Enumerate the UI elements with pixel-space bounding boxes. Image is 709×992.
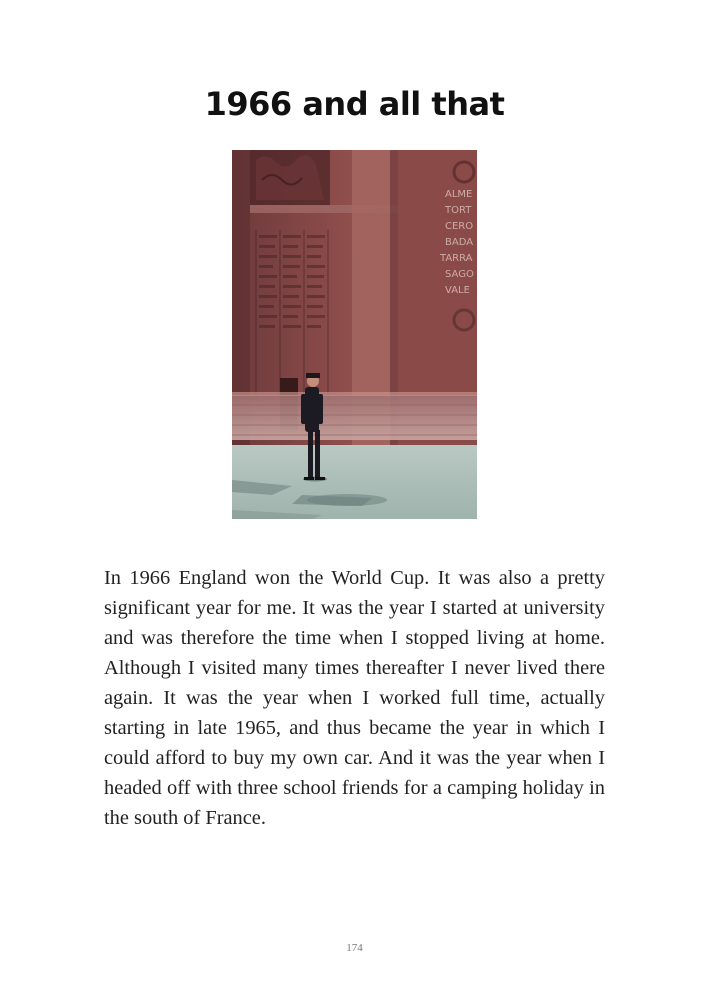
photo-arc-de-triomphe [232,150,477,519]
svg-text:ALME: ALME [445,189,473,200]
svg-text:BADA: BADA [445,237,474,248]
page-number: 174 [346,942,363,954]
svg-text:VALE: VALE [445,285,470,296]
body-paragraph: In 1966 England won the World Cup. It was also a pretty significant year for me. It was the year I started at university and was therefore the time when I stopped living at home. Although I visited many times thereafter I never lived there again. It was the year when I worked full time, actually starting in late 1965, and thus became the year in which I could afford to buy my own car. And it was the year when I headed off with three school friends for a camping holiday in the south of France. [104,567,605,829]
svg-text:CERO: CERO [445,221,474,232]
photo-illustration [232,150,477,519]
arch-inscription [439,189,474,296]
svg-text:SAGO: SAGO [445,269,474,280]
page-title: 1966 and all that [204,85,505,123]
ground [232,445,477,519]
svg-text:TARRA: TARRA [440,253,473,264]
svg-text:TORT: TORT [445,205,472,216]
